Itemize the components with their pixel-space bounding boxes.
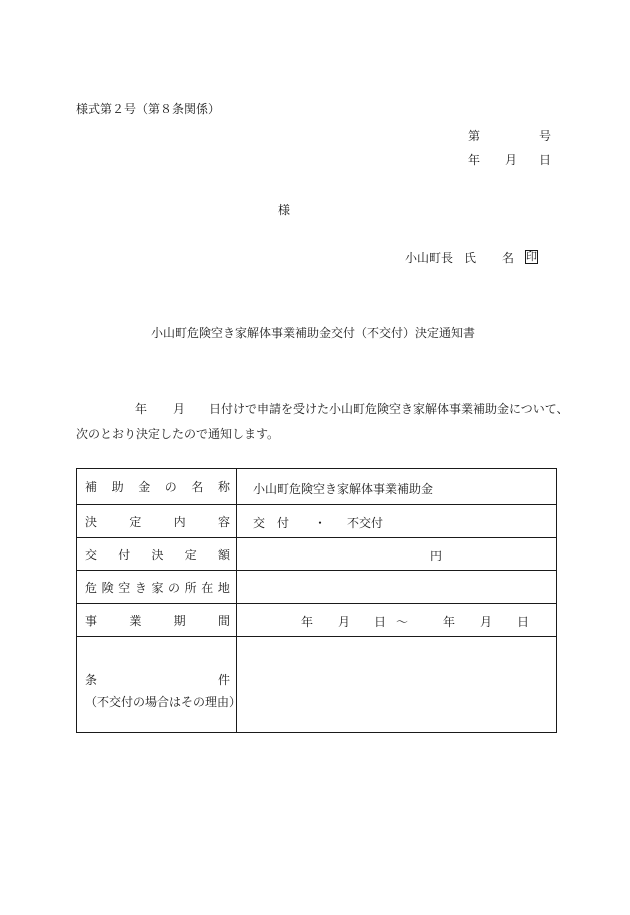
- body-text-line1: 日付けで申請を受けた小山町危険空き家解体事業補助金について、: [209, 402, 569, 416]
- label-char: 補: [85, 480, 98, 494]
- label-char: 期: [173, 613, 186, 628]
- period-end-month: 月: [480, 615, 493, 629]
- body-year: 年: [135, 402, 148, 416]
- date-day: 日: [539, 153, 552, 167]
- label-char: 条: [85, 672, 98, 687]
- decision-table: [76, 468, 557, 733]
- table-row: [77, 538, 557, 571]
- body-text-line2: 次のとおり決定したので通知します。: [76, 427, 280, 441]
- label-char: 事: [85, 613, 98, 628]
- label-char: 内: [173, 514, 186, 529]
- issuer-title: 小山町長: [405, 251, 454, 265]
- label-char: 金: [138, 480, 151, 494]
- label-char: 家: [151, 580, 164, 595]
- option-grant: 交 付: [253, 516, 290, 530]
- label-char: 決: [85, 514, 98, 529]
- label-char: 空: [118, 580, 131, 595]
- body-month: 月: [173, 402, 186, 416]
- value-decision: [237, 505, 557, 538]
- label-char: 業: [129, 613, 142, 628]
- subsidy-name-text: 小山町危険空き家解体事業補助金: [253, 482, 434, 496]
- date-month: 月: [505, 153, 518, 167]
- option-separator: ・: [314, 516, 327, 530]
- label-char: 在: [201, 580, 214, 595]
- conditions-sublabel: （不交付の場合はその理由）: [85, 694, 242, 709]
- table-row: [77, 505, 557, 538]
- label-char: 件: [217, 672, 230, 687]
- label-char: き: [134, 580, 147, 595]
- table-row: [77, 637, 557, 733]
- label-char: 地: [217, 580, 230, 595]
- period-start-day: 日: [374, 615, 387, 629]
- value-project-period: [237, 604, 557, 637]
- label-char: 助: [111, 480, 124, 494]
- label-conditions: [77, 637, 242, 733]
- value-property-location: [237, 571, 557, 604]
- value-subsidy-name: [237, 469, 557, 505]
- addressee-suffix: 様: [278, 203, 291, 217]
- seal-mark: 印: [526, 250, 537, 263]
- date-year: 年: [468, 153, 481, 167]
- label-project-period: [77, 604, 237, 637]
- document-title: 小山町危険空き家解体事業補助金交付（不交付）決定通知書: [151, 326, 476, 340]
- label-char: 定: [184, 547, 197, 562]
- label-char: 定: [129, 514, 142, 529]
- label-char: 間: [217, 613, 230, 628]
- label-char: 決: [151, 547, 164, 562]
- label-char: 危: [85, 580, 98, 595]
- label-char: 額: [217, 547, 230, 562]
- label-char: 容: [217, 514, 230, 529]
- label-decision: [77, 505, 237, 538]
- period-start-year: 年: [301, 615, 314, 629]
- table-row: [77, 469, 557, 505]
- table-row: [77, 604, 557, 637]
- label-char: 名: [191, 480, 204, 494]
- label-char: 付: [118, 547, 131, 562]
- period-end-year: 年: [443, 615, 456, 629]
- label-char: の: [168, 580, 181, 595]
- label-grant-amount: [77, 538, 237, 571]
- label-char: の: [164, 480, 177, 494]
- label-property-location: [77, 571, 237, 604]
- option-no-grant: 不交付: [347, 516, 384, 530]
- label-char: 険: [101, 580, 114, 595]
- label-subsidy-name: [77, 469, 237, 505]
- yen-unit: 円: [430, 549, 443, 563]
- doc-number-prefix: 第: [468, 129, 481, 143]
- label-char: 所: [184, 580, 197, 595]
- label-char: 交: [85, 547, 98, 562]
- value-conditions: [237, 637, 557, 733]
- form-number: 様式第２号（第８条関係）: [76, 102, 221, 116]
- doc-number-suffix: 号: [539, 129, 552, 143]
- issuer-name-given: 名: [502, 251, 515, 265]
- value-grant-amount: [237, 538, 557, 571]
- table-row: [77, 571, 557, 604]
- issuer-name-family: 氏: [464, 251, 477, 265]
- period-start-month: 月: [338, 615, 351, 629]
- label-char: 称: [217, 480, 230, 494]
- period-end-day: 日: [517, 615, 530, 629]
- period-tilde: ～: [396, 615, 409, 629]
